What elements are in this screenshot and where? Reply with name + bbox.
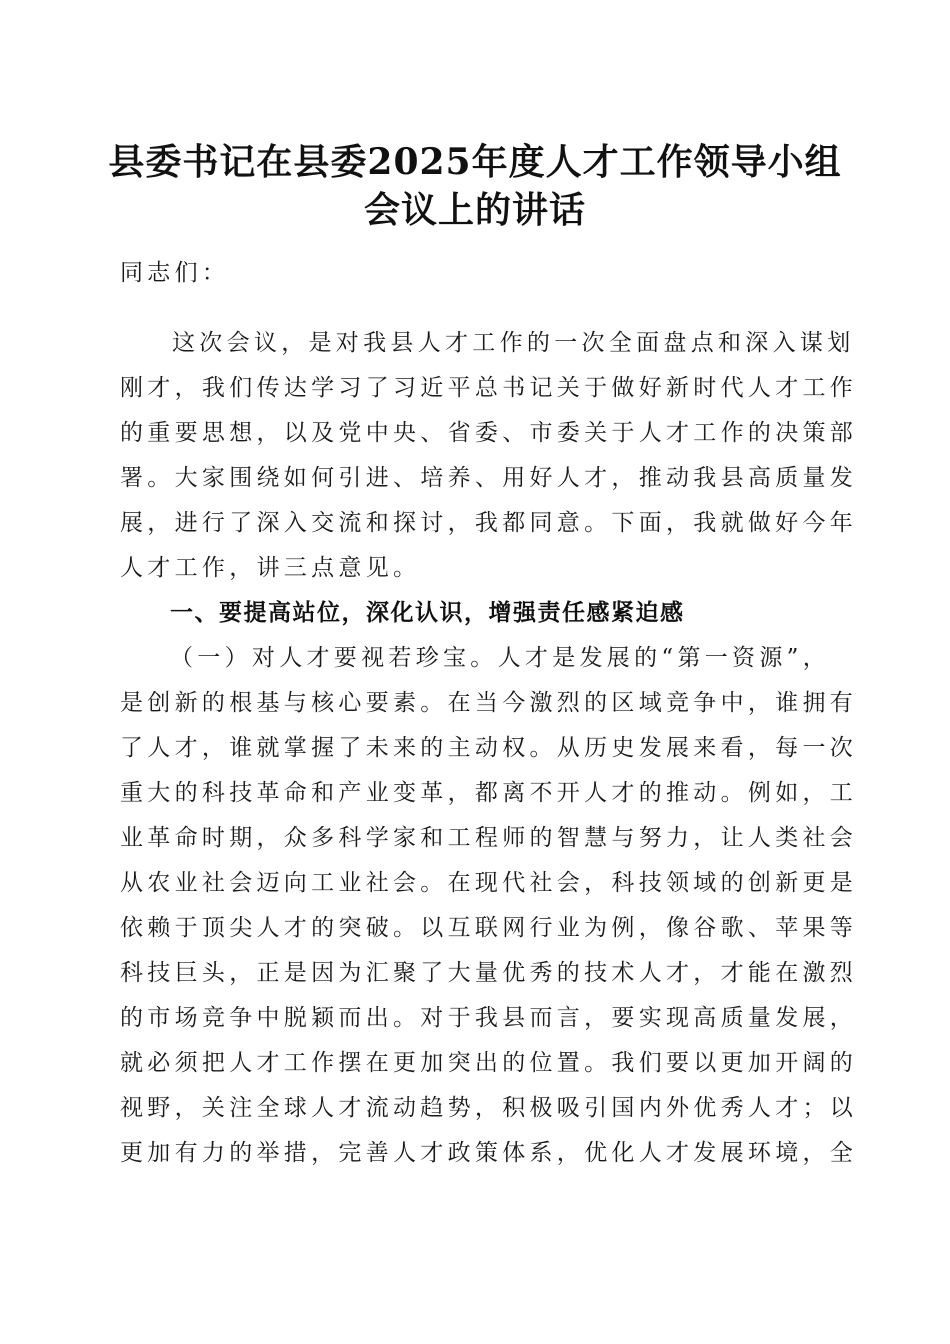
- paragraph-line: 业革命时期，众多科学家和工程师的智慧与努力，让人类社会: [120, 825, 858, 851]
- paragraph-line: 了人才，谁就掌握了未来的主动权。从历史发展来看，每一次: [120, 735, 858, 761]
- paragraph-line: 这次会议，是对我县人才工作的一次全面盘点和深入谋划: [172, 330, 855, 356]
- title-line-1: 县委书记在县委2025年度人才工作领导小组: [108, 141, 842, 183]
- paragraph-line: 署。大家围绕如何引进、培养、用好人才，推动我县高质量发: [120, 465, 858, 491]
- paragraph-line: 更加有力的举措，完善人才政策体系，优化人才发展环境，全: [120, 1140, 858, 1166]
- paragraph-line: 刚才，我们传达学习了习近平总书记关于做好新时代人才工作: [120, 375, 858, 401]
- paragraph-line: 从农业社会迈向工业社会。在现代社会，科技领域的创新更是: [120, 870, 858, 896]
- section-heading: 一、要提高站位，深化认识，增强责任感紧迫感: [170, 600, 685, 626]
- paragraph-line: 的重要思想，以及党中央、省委、市委关于人才工作的决策部: [120, 420, 858, 446]
- paragraph-line: 人才工作，讲三点意见。: [120, 555, 421, 581]
- paragraph-line: 视野，关注全球人才流动趋势，积极吸引国内外优秀人才；以: [120, 1095, 858, 1121]
- salutation: 同志们：: [120, 260, 230, 286]
- title-line-2: 会议上的讲话: [363, 189, 586, 231]
- paragraph-line: 重大的科技革命和产业变革，都离不开人才的推动。例如，工: [120, 780, 858, 806]
- paragraph-line: 就必须把人才工作摆在更加突出的位置。我们要以更加开阔的: [120, 1050, 858, 1076]
- paragraph-line: 依赖于顶尖人才的突破。以互联网行业为例，像谷歌、苹果等: [120, 915, 858, 941]
- paragraph-line: 是创新的根基与核心要素。在当今激烈的区域竞争中，谁拥有: [120, 690, 858, 716]
- paragraph-line: 展，进行了深入交流和探讨，我都同意。下面，我就做好今年: [120, 510, 858, 536]
- paragraph-line: （一）对人才要视若珍宝。人才是发展的“第一资源”，: [170, 645, 831, 671]
- paragraph-line: 的市场竞争中脱颖而出。对于我县而言，要实现高质量发展，: [120, 1005, 858, 1031]
- document-title: [100, 138, 850, 234]
- paragraph-line: 科技巨头，正是因为汇聚了大量优秀的技术人才，才能在激烈: [120, 960, 858, 986]
